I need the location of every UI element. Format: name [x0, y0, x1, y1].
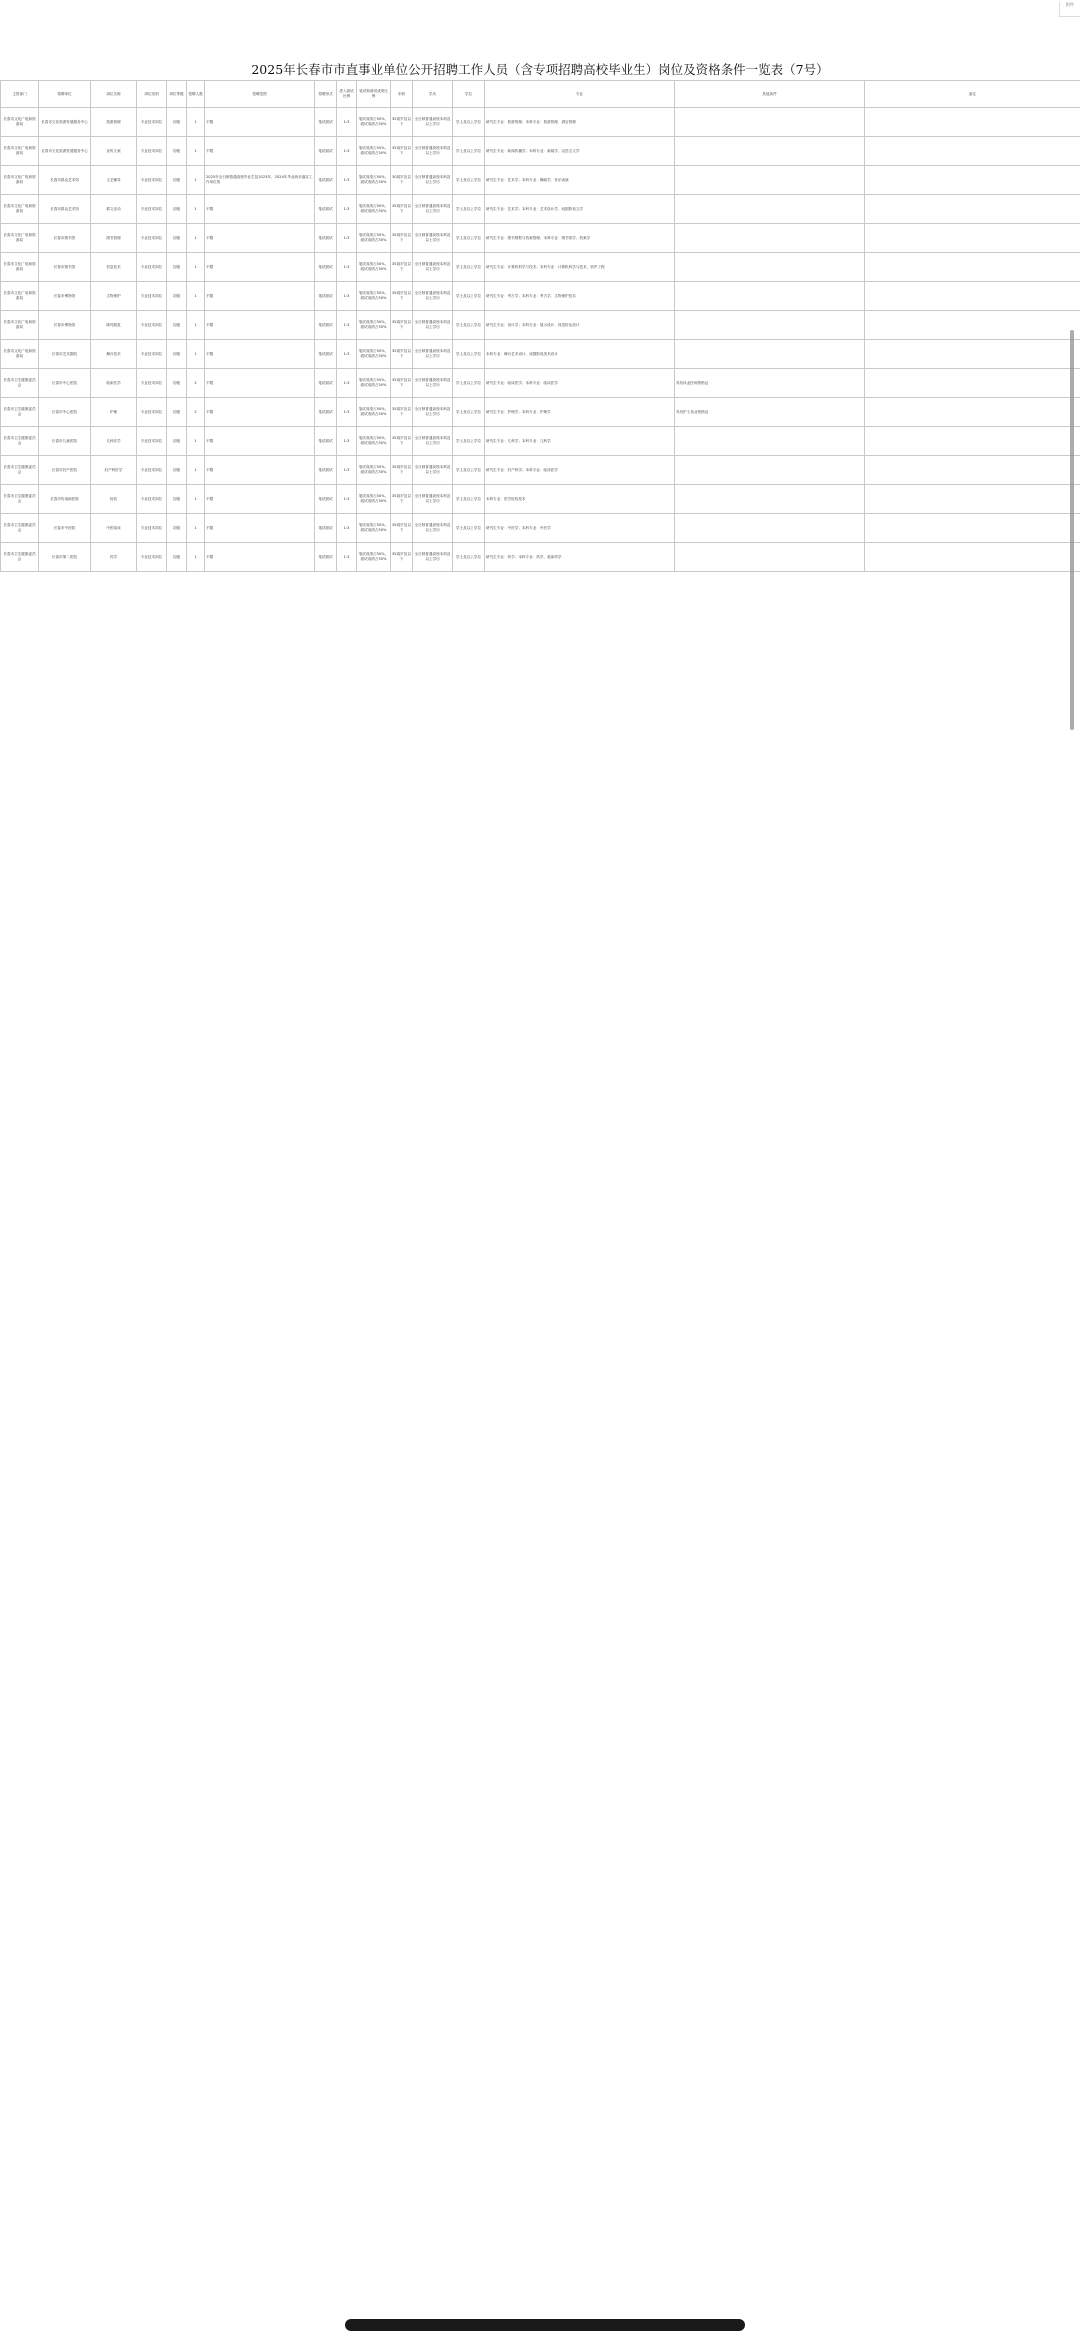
cell-edu: 全日制普通高校本科及以上学历 [413, 224, 453, 253]
cell-dept: 长春市卫生健康委员会 [1, 456, 39, 485]
cell-kind: 专业技术岗位 [137, 398, 167, 427]
cell-weight: 笔试成绩占50%，面试成绩占50% [357, 108, 391, 137]
header-cell: 招聘范围 [205, 81, 315, 108]
cell-other [675, 543, 865, 572]
cell-age: 35周岁及以下 [391, 485, 413, 514]
header-cell: 笔试和面试成绩比例 [357, 81, 391, 108]
cell-form: 笔试面试 [315, 514, 337, 543]
cell-degree: 学士及以上学位 [453, 108, 485, 137]
cell-scope: 2025年全日制普通高校毕业生及2023年、2024年毕业尚未落实工作单位的 [205, 166, 315, 195]
cell-degree: 学士及以上学位 [453, 282, 485, 311]
cell-major: 本科专业：医学检验技术 [485, 485, 675, 514]
cell-edu: 全日制普通高校本科及以上学历 [413, 108, 453, 137]
cell-age: 35周岁及以下 [391, 311, 413, 340]
cell-n: 1 [187, 195, 205, 224]
header-cell: 招聘形式 [315, 81, 337, 108]
header-cell: 学历 [413, 81, 453, 108]
cell-edu: 全日制普通高校本科及以上学历 [413, 166, 453, 195]
vertical-scrollbar[interactable] [1070, 330, 1074, 730]
cell-grade: 初级 [167, 485, 187, 514]
cell-edu: 全日制普通高校本科及以上学历 [413, 485, 453, 514]
cell-ratio: 1:3 [337, 543, 357, 572]
cell-kind: 专业技术岗位 [137, 282, 167, 311]
cell-other [675, 166, 865, 195]
cell-age: 35周岁及以下 [391, 137, 413, 166]
cell-ratio: 1:3 [337, 311, 357, 340]
cell-major: 研究生专业：图书情报与档案管理；本科专业：图书馆学、档案学 [485, 224, 675, 253]
cell-major: 研究生专业：新闻传播学；本科专业：新闻学、汉语言文学 [485, 137, 675, 166]
cell-kind: 专业技术岗位 [137, 311, 167, 340]
cell-dept: 长春市卫生健康委员会 [1, 514, 39, 543]
cell-unit: 长春市传染病医院 [39, 485, 91, 514]
cell-weight: 笔试成绩占50%，面试成绩占50% [357, 514, 391, 543]
cell-scope: 不限 [205, 108, 315, 137]
cell-ratio: 1:3 [337, 224, 357, 253]
cell-scope: 不限 [205, 195, 315, 224]
cell-major: 研究生专业：计算机科学与技术；本科专业：计算机科学与技术、软件工程 [485, 253, 675, 282]
cell-other: 具有护士执业资格证 [675, 398, 865, 427]
cell-grade: 初级 [167, 253, 187, 282]
cell-kind: 专业技术岗位 [137, 137, 167, 166]
cell-note [865, 427, 1080, 456]
cell-note [865, 224, 1080, 253]
cell-grade: 初级 [167, 195, 187, 224]
cell-degree: 学士及以上学位 [453, 166, 485, 195]
table-row [1, 514, 1080, 543]
cell-form: 笔试面试 [315, 456, 337, 485]
cell-weight: 笔试成绩占50%，面试成绩占50% [357, 340, 391, 369]
cell-post: 群文活动 [91, 195, 137, 224]
cell-major: 研究生专业：护理学；本科专业：护理学 [485, 398, 675, 427]
cell-dept: 长春市文化广电和旅游局 [1, 108, 39, 137]
table-row [1, 137, 1080, 166]
cell-ratio: 1:3 [337, 340, 357, 369]
cell-dept: 长春市卫生健康委员会 [1, 427, 39, 456]
cell-major: 研究生专业：设计学；本科专业：展示设计、视觉传达设计 [485, 311, 675, 340]
cell-kind: 专业技术岗位 [137, 543, 167, 572]
cell-weight: 笔试成绩占50%，面试成绩占50% [357, 369, 391, 398]
cell-edu: 全日制普通高校本科及以上学历 [413, 137, 453, 166]
cell-post: 陈列展览 [91, 311, 137, 340]
cell-other [675, 427, 865, 456]
cell-other [675, 108, 865, 137]
cell-form: 笔试面试 [315, 253, 337, 282]
table-row [1, 195, 1080, 224]
cell-degree: 学士及以上学位 [453, 456, 485, 485]
positions-table [0, 80, 1080, 572]
cell-form: 笔试面试 [315, 369, 337, 398]
table-row [1, 398, 1080, 427]
cell-n: 1 [187, 282, 205, 311]
cell-unit: 长春市文化旅游发展服务中心 [39, 137, 91, 166]
cell-grade: 初级 [167, 514, 187, 543]
cell-n: 1 [187, 108, 205, 137]
cell-weight: 笔试成绩占50%，面试成绩占50% [357, 456, 391, 485]
cell-major: 研究生专业：妇产科学；本科专业：临床医学 [485, 456, 675, 485]
cell-form: 笔试面试 [315, 398, 337, 427]
cell-ratio: 1:3 [337, 137, 357, 166]
cell-post: 信息技术 [91, 253, 137, 282]
cell-post: 中医临床 [91, 514, 137, 543]
cell-scope: 不限 [205, 311, 315, 340]
cell-other [675, 456, 865, 485]
cell-scope: 不限 [205, 514, 315, 543]
cell-post: 妇产科医学 [91, 456, 137, 485]
cell-post: 舞台技术 [91, 340, 137, 369]
cell-grade: 初级 [167, 340, 187, 369]
header-cell: 岗位等级 [167, 81, 187, 108]
cell-unit: 长春市妇产医院 [39, 456, 91, 485]
cell-dept: 长春市文化广电和旅游局 [1, 224, 39, 253]
cell-major: 研究生专业：儿科学；本科专业：儿科学 [485, 427, 675, 456]
cell-degree: 学士及以上学位 [453, 514, 485, 543]
cell-edu: 全日制普通高校本科及以上学历 [413, 427, 453, 456]
header-cell: 岗位名称 [91, 81, 137, 108]
cell-form: 笔试面试 [315, 224, 337, 253]
cell-major: 研究生专业：艺术学；本科专业：舞蹈学、音乐表演 [485, 166, 675, 195]
cell-form: 笔试面试 [315, 166, 337, 195]
cell-degree: 学士及以上学位 [453, 253, 485, 282]
cell-scope: 不限 [205, 485, 315, 514]
cell-other: 具有执业医师资格证 [675, 369, 865, 398]
cell-dept: 长春市卫生健康委员会 [1, 485, 39, 514]
cell-kind: 专业技术岗位 [137, 427, 167, 456]
table-row [1, 340, 1080, 369]
cell-scope: 不限 [205, 369, 315, 398]
cell-note [865, 282, 1080, 311]
cell-form: 笔试面试 [315, 108, 337, 137]
cell-edu: 全日制普通高校本科及以上学历 [413, 514, 453, 543]
cell-major: 研究生专业：考古学；本科专业：考古学、文物保护技术 [485, 282, 675, 311]
cell-age: 35周岁及以下 [391, 456, 413, 485]
cell-dept: 长春市文化广电和旅游局 [1, 195, 39, 224]
cell-n: 2 [187, 369, 205, 398]
cell-unit: 长春市儿童医院 [39, 427, 91, 456]
cell-note [865, 166, 1080, 195]
cell-edu: 全日制普通高校本科及以上学历 [413, 340, 453, 369]
cell-n: 1 [187, 514, 205, 543]
cell-kind: 专业技术岗位 [137, 514, 167, 543]
cell-form: 笔试面试 [315, 427, 337, 456]
table-row [1, 456, 1080, 485]
cell-age: 35周岁及以下 [391, 398, 413, 427]
cell-age: 35周岁及以下 [391, 369, 413, 398]
cell-ratio: 1:3 [337, 108, 357, 137]
cell-ratio: 1:3 [337, 427, 357, 456]
cell-major: 研究生专业：药学；本科专业：药学、临床药学 [485, 543, 675, 572]
cell-age: 35周岁及以下 [391, 108, 413, 137]
cell-form: 笔试面试 [315, 485, 337, 514]
table-row [1, 311, 1080, 340]
cell-degree: 学士及以上学位 [453, 398, 485, 427]
cell-scope: 不限 [205, 340, 315, 369]
cell-weight: 笔试成绩占50%，面试成绩占50% [357, 398, 391, 427]
cell-form: 笔试面试 [315, 195, 337, 224]
cell-dept: 长春市卫生健康委员会 [1, 369, 39, 398]
cell-degree: 学士及以上学位 [453, 195, 485, 224]
cell-grade: 初级 [167, 456, 187, 485]
cell-grade: 初级 [167, 311, 187, 340]
cell-ratio: 1:3 [337, 514, 357, 543]
cell-ratio: 1:3 [337, 485, 357, 514]
cell-unit: 长春市中医院 [39, 514, 91, 543]
cell-edu: 全日制普通高校本科及以上学历 [413, 543, 453, 572]
cell-degree: 学士及以上学位 [453, 369, 485, 398]
cell-n: 1 [187, 427, 205, 456]
cell-n: 1 [187, 137, 205, 166]
cell-note [865, 514, 1080, 543]
cell-note [865, 253, 1080, 282]
cell-note [865, 369, 1080, 398]
cell-ratio: 1:3 [337, 282, 357, 311]
cell-degree: 学士及以上学位 [453, 137, 485, 166]
cell-ratio: 1:3 [337, 456, 357, 485]
cell-form: 笔试面试 [315, 311, 337, 340]
cell-degree: 学士及以上学位 [453, 311, 485, 340]
table-row [1, 224, 1080, 253]
table-row [1, 485, 1080, 514]
cell-dept: 长春市卫生健康委员会 [1, 398, 39, 427]
cell-n: 2 [187, 398, 205, 427]
cell-major: 研究生专业：中医学；本科专业：中医学 [485, 514, 675, 543]
cell-note [865, 485, 1080, 514]
cell-kind: 专业技术岗位 [137, 456, 167, 485]
cell-weight: 笔试成绩占50%，面试成绩占50% [357, 195, 391, 224]
cell-unit: 长春市艺术剧院 [39, 340, 91, 369]
cell-major: 研究生专业：临床医学；本科专业：临床医学 [485, 369, 675, 398]
cell-post: 药学 [91, 543, 137, 572]
cell-form: 笔试面试 [315, 137, 337, 166]
cell-unit: 长春市中心医院 [39, 369, 91, 398]
cell-form: 笔试面试 [315, 282, 337, 311]
table-row [1, 166, 1080, 195]
cell-grade: 初级 [167, 108, 187, 137]
cell-grade: 初级 [167, 369, 187, 398]
cell-post: 旅游管理 [91, 108, 137, 137]
cell-dept: 长春市文化广电和旅游局 [1, 166, 39, 195]
table-row [1, 543, 1080, 572]
table-row [1, 282, 1080, 311]
cell-age: 35周岁及以下 [391, 282, 413, 311]
cell-unit: 长春市博物馆 [39, 311, 91, 340]
cell-weight: 笔试成绩占50%，面试成绩占50% [357, 311, 391, 340]
cell-scope: 不限 [205, 456, 315, 485]
cell-n: 1 [187, 166, 205, 195]
cell-unit: 长春市文化旅游发展服务中心 [39, 108, 91, 137]
cell-other [675, 282, 865, 311]
cell-note [865, 195, 1080, 224]
cell-weight: 笔试成绩占50%，面试成绩占50% [357, 282, 391, 311]
header-cell: 主管部门 [1, 81, 39, 108]
cell-note [865, 108, 1080, 137]
cell-age: 30周岁及以下 [391, 166, 413, 195]
cell-major: 本科专业：舞台艺术设计、戏剧影视美术设计 [485, 340, 675, 369]
table-row [1, 369, 1080, 398]
table-row [1, 253, 1080, 282]
cell-edu: 全日制普通高校本科及以上学历 [413, 195, 453, 224]
cell-weight: 笔试成绩占50%，面试成绩占50% [357, 253, 391, 282]
home-indicator[interactable] [345, 2319, 745, 2331]
cell-scope: 不限 [205, 543, 315, 572]
cell-dept: 长春市文化广电和旅游局 [1, 282, 39, 311]
header-cell: 招聘单位 [39, 81, 91, 108]
cell-note [865, 137, 1080, 166]
table-row [1, 108, 1080, 137]
cell-scope: 不限 [205, 224, 315, 253]
cell-ratio: 1:3 [337, 369, 357, 398]
cell-weight: 笔试成绩占50%，面试成绩占50% [357, 224, 391, 253]
page-title: 2025年长春市市直事业单位公开招聘工作人员（含专项招聘高校毕业生）岗位及资格条件一览表（7号） [251, 62, 829, 77]
cell-ratio: 1:3 [337, 398, 357, 427]
cell-grade: 初级 [167, 224, 187, 253]
cell-note [865, 543, 1080, 572]
cell-edu: 全日制普通高校本科及以上学历 [413, 253, 453, 282]
cell-kind: 专业技术岗位 [137, 108, 167, 137]
cell-other [675, 311, 865, 340]
cell-edu: 全日制普通高校本科及以上学历 [413, 456, 453, 485]
table-header-row [1, 81, 1080, 108]
cell-scope: 不限 [205, 398, 315, 427]
cell-dept: 长春市文化广电和旅游局 [1, 253, 39, 282]
cell-note [865, 398, 1080, 427]
cell-ratio: 1:3 [337, 166, 357, 195]
header-cell: 备注 [865, 81, 1080, 108]
corner-note: 附件 [1059, 2, 1080, 17]
cell-post: 护理 [91, 398, 137, 427]
cell-grade: 初级 [167, 543, 187, 572]
cell-unit: 长春市中心医院 [39, 398, 91, 427]
cell-age: 35周岁及以下 [391, 224, 413, 253]
cell-scope: 不限 [205, 253, 315, 282]
cell-age: 35周岁及以下 [391, 514, 413, 543]
header-cell: 进入面试比例 [337, 81, 357, 108]
cell-degree: 学士及以上学位 [453, 485, 485, 514]
cell-age: 35周岁及以下 [391, 253, 413, 282]
cell-form: 笔试面试 [315, 543, 337, 572]
cell-grade: 初级 [167, 282, 187, 311]
cell-grade: 初级 [167, 427, 187, 456]
header-cell: 其他条件 [675, 81, 865, 108]
cell-edu: 全日制普通高校本科及以上学历 [413, 369, 453, 398]
cell-kind: 专业技术岗位 [137, 369, 167, 398]
cell-degree: 学士及以上学位 [453, 224, 485, 253]
cell-unit: 长春市群众艺术馆 [39, 195, 91, 224]
cell-other [675, 137, 865, 166]
cell-note [865, 456, 1080, 485]
cell-n: 1 [187, 456, 205, 485]
cell-weight: 笔试成绩占50%，面试成绩占50% [357, 485, 391, 514]
cell-n: 1 [187, 543, 205, 572]
cell-ratio: 1:3 [337, 195, 357, 224]
cell-dept: 长春市文化广电和旅游局 [1, 311, 39, 340]
cell-kind: 专业技术岗位 [137, 224, 167, 253]
header-cell: 招聘人数 [187, 81, 205, 108]
cell-unit: 长春市博物馆 [39, 282, 91, 311]
cell-scope: 不限 [205, 427, 315, 456]
cell-post: 文艺辅导 [91, 166, 137, 195]
cell-other [675, 514, 865, 543]
header-cell: 学位 [453, 81, 485, 108]
cell-degree: 学士及以上学位 [453, 543, 485, 572]
cell-edu: 全日制普通高校本科及以上学历 [413, 311, 453, 340]
cell-kind: 专业技术岗位 [137, 485, 167, 514]
cell-age: 35周岁及以下 [391, 340, 413, 369]
cell-post: 临床医学 [91, 369, 137, 398]
cell-n: 1 [187, 253, 205, 282]
cell-age: 35周岁及以下 [391, 195, 413, 224]
cell-degree: 学士及以上学位 [453, 340, 485, 369]
cell-dept: 长春市卫生健康委员会 [1, 543, 39, 572]
cell-unit: 长春市图书馆 [39, 253, 91, 282]
cell-note [865, 311, 1080, 340]
cell-weight: 笔试成绩占50%，面试成绩占50% [357, 427, 391, 456]
header-cell: 岗位类别 [137, 81, 167, 108]
cell-other [675, 253, 865, 282]
cell-n: 1 [187, 311, 205, 340]
cell-post: 儿科医学 [91, 427, 137, 456]
cell-form: 笔试面试 [315, 340, 337, 369]
cell-edu: 全日制普通高校本科及以上学历 [413, 398, 453, 427]
cell-kind: 专业技术岗位 [137, 253, 167, 282]
cell-other [675, 340, 865, 369]
cell-weight: 笔试成绩占50%，面试成绩占50% [357, 137, 391, 166]
cell-grade: 初级 [167, 398, 187, 427]
cell-kind: 专业技术岗位 [137, 166, 167, 195]
cell-weight: 笔试成绩占50%，面试成绩占50% [357, 166, 391, 195]
cell-n: 1 [187, 224, 205, 253]
header-cell: 专业 [485, 81, 675, 108]
cell-unit: 长春市图书馆 [39, 224, 91, 253]
cell-kind: 专业技术岗位 [137, 195, 167, 224]
cell-post: 检验 [91, 485, 137, 514]
cell-major: 研究生专业：旅游管理；本科专业：旅游管理、酒店管理 [485, 108, 675, 137]
cell-unit: 长春市第二医院 [39, 543, 91, 572]
cell-other [675, 224, 865, 253]
cell-other [675, 195, 865, 224]
cell-grade: 初级 [167, 166, 187, 195]
cell-other [675, 485, 865, 514]
header-cell: 年龄 [391, 81, 413, 108]
cell-age: 35周岁及以下 [391, 427, 413, 456]
cell-weight: 笔试成绩占50%，面试成绩占50% [357, 543, 391, 572]
cell-dept: 长春市文化广电和旅游局 [1, 137, 39, 166]
cell-kind: 专业技术岗位 [137, 340, 167, 369]
cell-grade: 初级 [167, 137, 187, 166]
cell-dept: 长春市文化广电和旅游局 [1, 340, 39, 369]
cell-n: 1 [187, 340, 205, 369]
cell-post: 文物保护 [91, 282, 137, 311]
cell-unit: 长春市群众艺术馆 [39, 166, 91, 195]
table-row [1, 427, 1080, 456]
cell-ratio: 1:3 [337, 253, 357, 282]
cell-major: 研究生专业：艺术学；本科专业：艺术设计学、戏剧影视文学 [485, 195, 675, 224]
cell-scope: 不限 [205, 137, 315, 166]
cell-age: 35周岁及以下 [391, 543, 413, 572]
cell-n: 1 [187, 485, 205, 514]
cell-note [865, 340, 1080, 369]
cell-degree: 学士及以上学位 [453, 427, 485, 456]
cell-post: 宣传文案 [91, 137, 137, 166]
cell-post: 图书管理 [91, 224, 137, 253]
cell-edu: 全日制普通高校本科及以上学历 [413, 282, 453, 311]
cell-scope: 不限 [205, 282, 315, 311]
